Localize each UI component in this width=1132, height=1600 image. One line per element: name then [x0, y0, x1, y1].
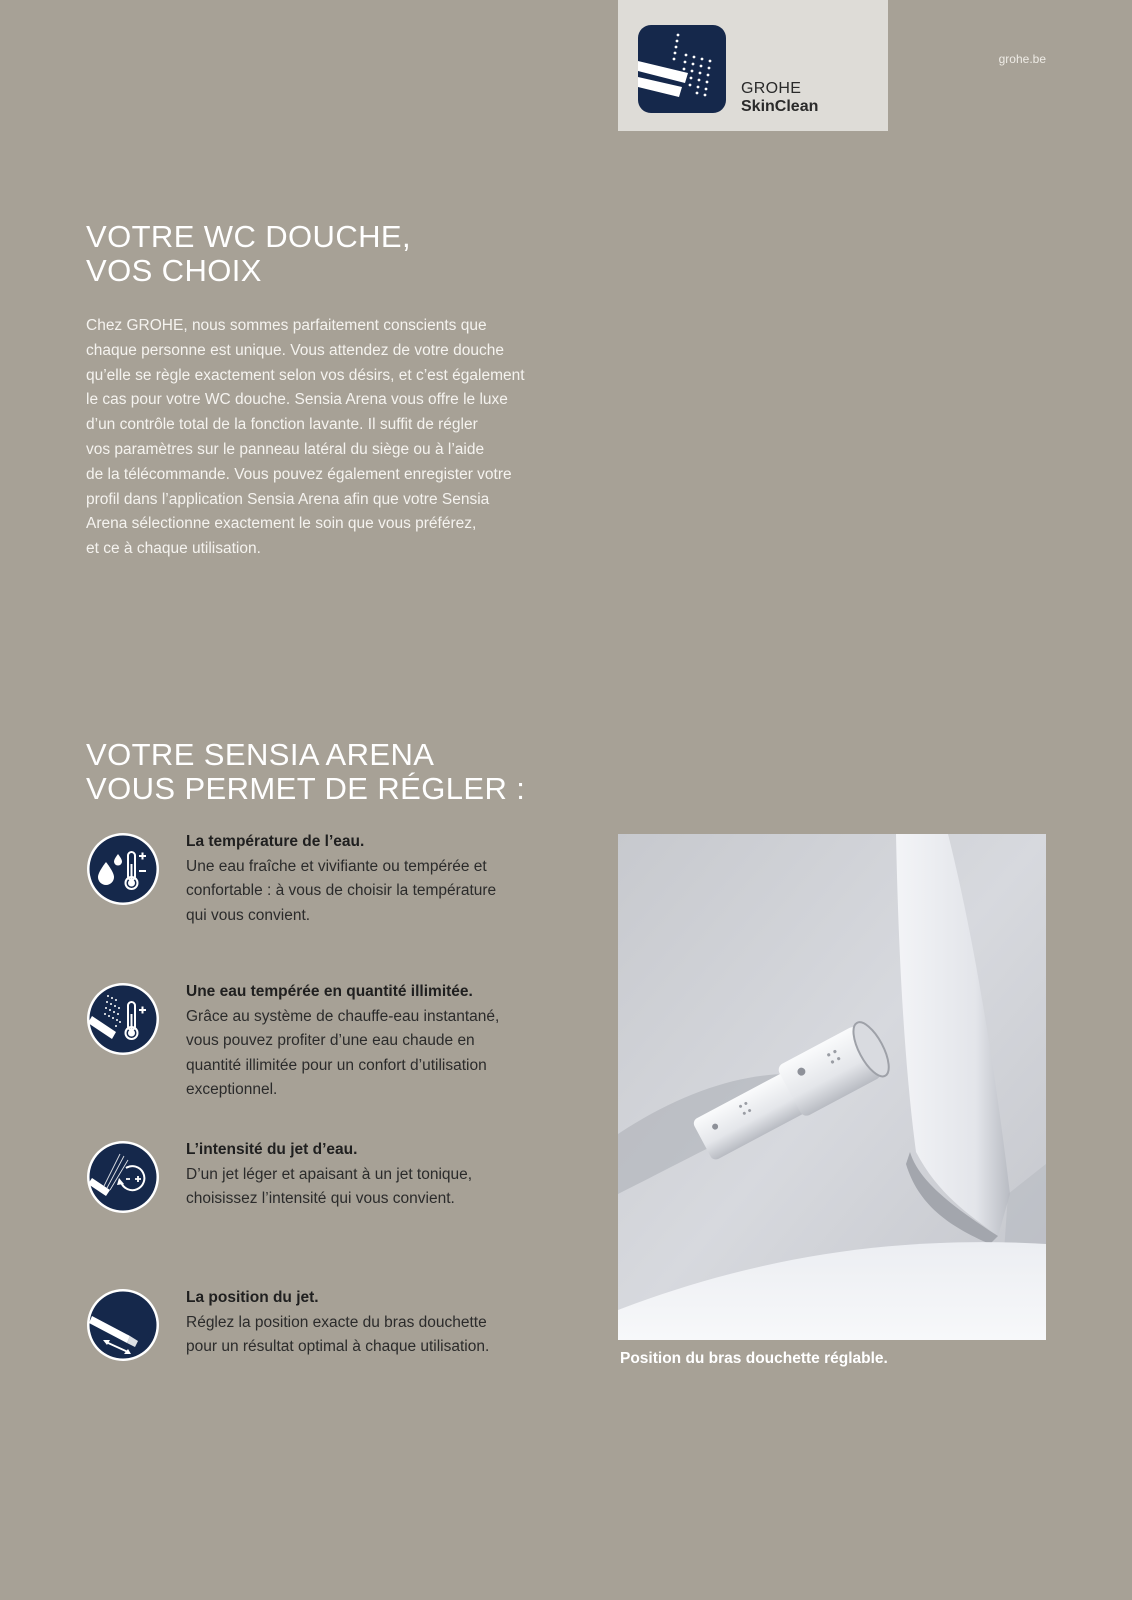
- feature-description: D’un jet léger et apaisant à un jet tonique, choisissez l’intensité qui vous convient.: [186, 1165, 473, 1207]
- photo-caption: Position du bras douchette réglable.: [620, 1350, 888, 1367]
- section-title-choices: VOTRE WC DOUCHE, VOS CHOIX: [86, 219, 412, 288]
- feature-description: Réglez la position exacte du bras douchette pour un résultat optimal à chaque utilisation.: [186, 1313, 490, 1355]
- feature-title: Une eau tempérée en quantité illimitée.: [186, 983, 473, 1000]
- feature-jet-intensity: [86, 1138, 566, 1258]
- feature-description: Une eau fraîche et vivifiante ou tempérée et confortable : à vous de choisir la température qui vous convient.: [186, 857, 497, 924]
- logo-wordmark: [741, 80, 818, 116]
- site-url[interactable]: grohe.be: [998, 52, 1046, 66]
- feature-jet-position: [86, 1286, 566, 1406]
- feature-title: La température de l’eau.: [186, 833, 365, 850]
- jet-intensity-icon: [86, 1140, 160, 1214]
- jet-position-icon: [86, 1288, 160, 1362]
- feature-water-temperature: [86, 830, 566, 950]
- logo-panel: [618, 0, 888, 131]
- instant-water-heater-icon: [86, 982, 160, 1056]
- intro-paragraph: Chez GROHE, nous sommes parfaitement conscients que chaque personne est unique. Vous attendez de votre douche qu’elle se règle exactement selon vos désirs, et c’est également le cas pour votre WC douche. Sensia Arena vous offre le luxe d’un contrôle total de la fonction lavante. Il suffit de régler vos paramètres sur le panneau latéral du siège ou à l’aide de la télécommande. Vous pouvez également enregister votre profil dans l’application Sensia Arena afin que votre Sensia Arena sélectionne exactement le soin que vous préférez, et ce à chaque utilisation.: [86, 317, 525, 558]
- feature-title: L’intensité du jet d’eau.: [186, 1141, 358, 1158]
- feature-instant-heater: [86, 980, 566, 1100]
- logo-product: SkinClean: [741, 98, 819, 115]
- water-temperature-icon: [86, 832, 160, 906]
- shower-arm-photo: [618, 834, 1046, 1340]
- skinclean-shower-icon: [638, 25, 726, 113]
- logo-brand: GROHE: [741, 80, 802, 97]
- section-title-settings: VOTRE SENSIA ARENA VOUS PERMET DE RÉGLER :: [86, 737, 526, 806]
- feature-description: Grâce au système de chauffe-eau instantané, vous pouvez profiter d’une eau chaude en quantité illimitée pour un confort d’utilisation exceptionnel.: [186, 1007, 500, 1098]
- feature-title: La position du jet.: [186, 1289, 319, 1306]
